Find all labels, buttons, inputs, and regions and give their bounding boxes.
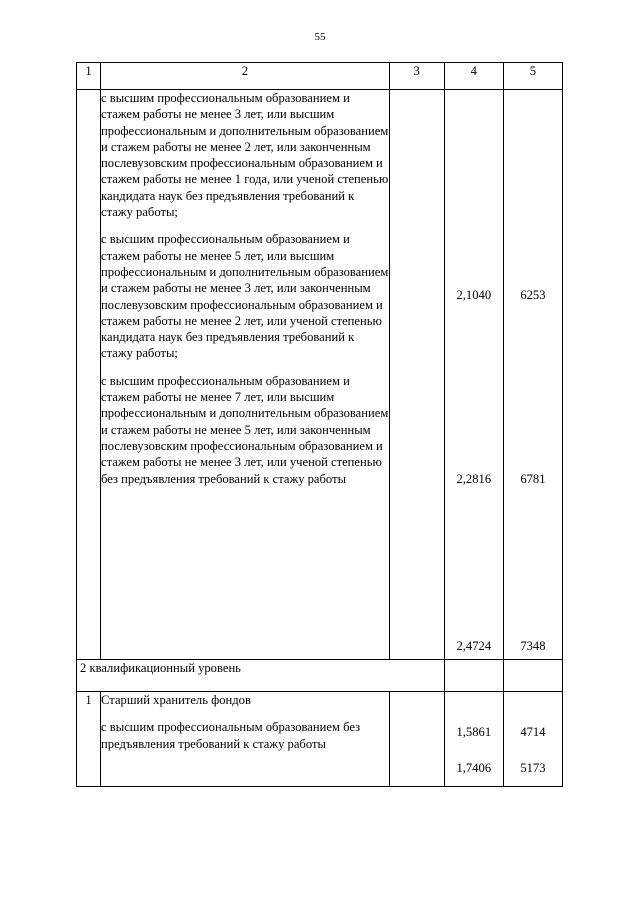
coefficient-value: 1,7406 xyxy=(456,761,492,775)
requirement-text: с высшим профессиональным образованием и стажем работы не менее 5 лет, или высшим профессиональным и дополнительным образованием и стажем работы не менее 3 лет, или законченным послевузовским профессиональным образованием и стажем работы не менее 2 лет, или ученой степенью кандидата наук без предъявления требований к стажу работы; xyxy=(101,232,389,361)
salary-value: 6253 xyxy=(520,288,546,302)
salary-value: 6781 xyxy=(520,472,546,486)
row-number-cell xyxy=(77,90,101,660)
position-requirements-cell xyxy=(101,90,390,660)
section-title: 2 квалификационный уровень xyxy=(77,660,445,692)
requirement-text: с высшим профессиональным образованием и стажем работы не менее 3 лет, или высшим профессиональным и дополнительным образованием и стажем работы не менее 2 лет, или законченным послевузовским профессиональным образованием и стажем работы не менее 1 года, или ученой степенью кандидата наук без предъявления требований к стажу работы; xyxy=(101,91,389,220)
coefficient-value: 2,4724 xyxy=(456,639,492,653)
section-row xyxy=(77,660,563,692)
table-row xyxy=(77,90,563,660)
header-col-2: 2 xyxy=(101,63,390,90)
salary-cell xyxy=(503,90,562,660)
table-header-row xyxy=(77,63,563,90)
table-row xyxy=(77,692,563,787)
empty-cell xyxy=(444,660,503,692)
empty-cell xyxy=(389,90,444,660)
empty-cell xyxy=(503,660,562,692)
position-title: Старший хранитель фондов xyxy=(101,693,251,707)
position-cell xyxy=(101,692,390,787)
coefficient-value: 2,2816 xyxy=(456,472,492,486)
coefficient-value: 1,5861 xyxy=(456,725,492,739)
requirement-text: с высшим профессиональным образованием и стажем работы не менее 7 лет, или высшим профессиональным и дополнительным образованием и стажем работы не менее 5 лет, или законченным послевузовским профессиональным образованием и стажем работы не менее 3 лет, или ученой степенью без предъявления требований к стажу работы xyxy=(101,373,389,486)
header-col-5: 5 xyxy=(503,63,562,90)
header-col-4: 4 xyxy=(444,63,503,90)
coefficient-cell xyxy=(444,90,503,660)
salary-table xyxy=(76,62,563,787)
page-number: 55 xyxy=(314,31,326,43)
requirement-text: с высшим профессиональным образованием без предъявления требований к стажу работы xyxy=(101,720,361,751)
salary-value: 4714 xyxy=(520,725,546,739)
empty-cell xyxy=(389,692,444,787)
salary-value: 5173 xyxy=(520,761,546,775)
coefficient-cell xyxy=(444,692,503,787)
row-number: 1 xyxy=(77,692,101,787)
header-col-3: 3 xyxy=(389,63,444,90)
salary-cell xyxy=(503,692,562,787)
coefficient-value: 2,1040 xyxy=(456,288,492,302)
salary-value: 7348 xyxy=(520,639,546,653)
header-col-1: 1 xyxy=(77,63,101,90)
